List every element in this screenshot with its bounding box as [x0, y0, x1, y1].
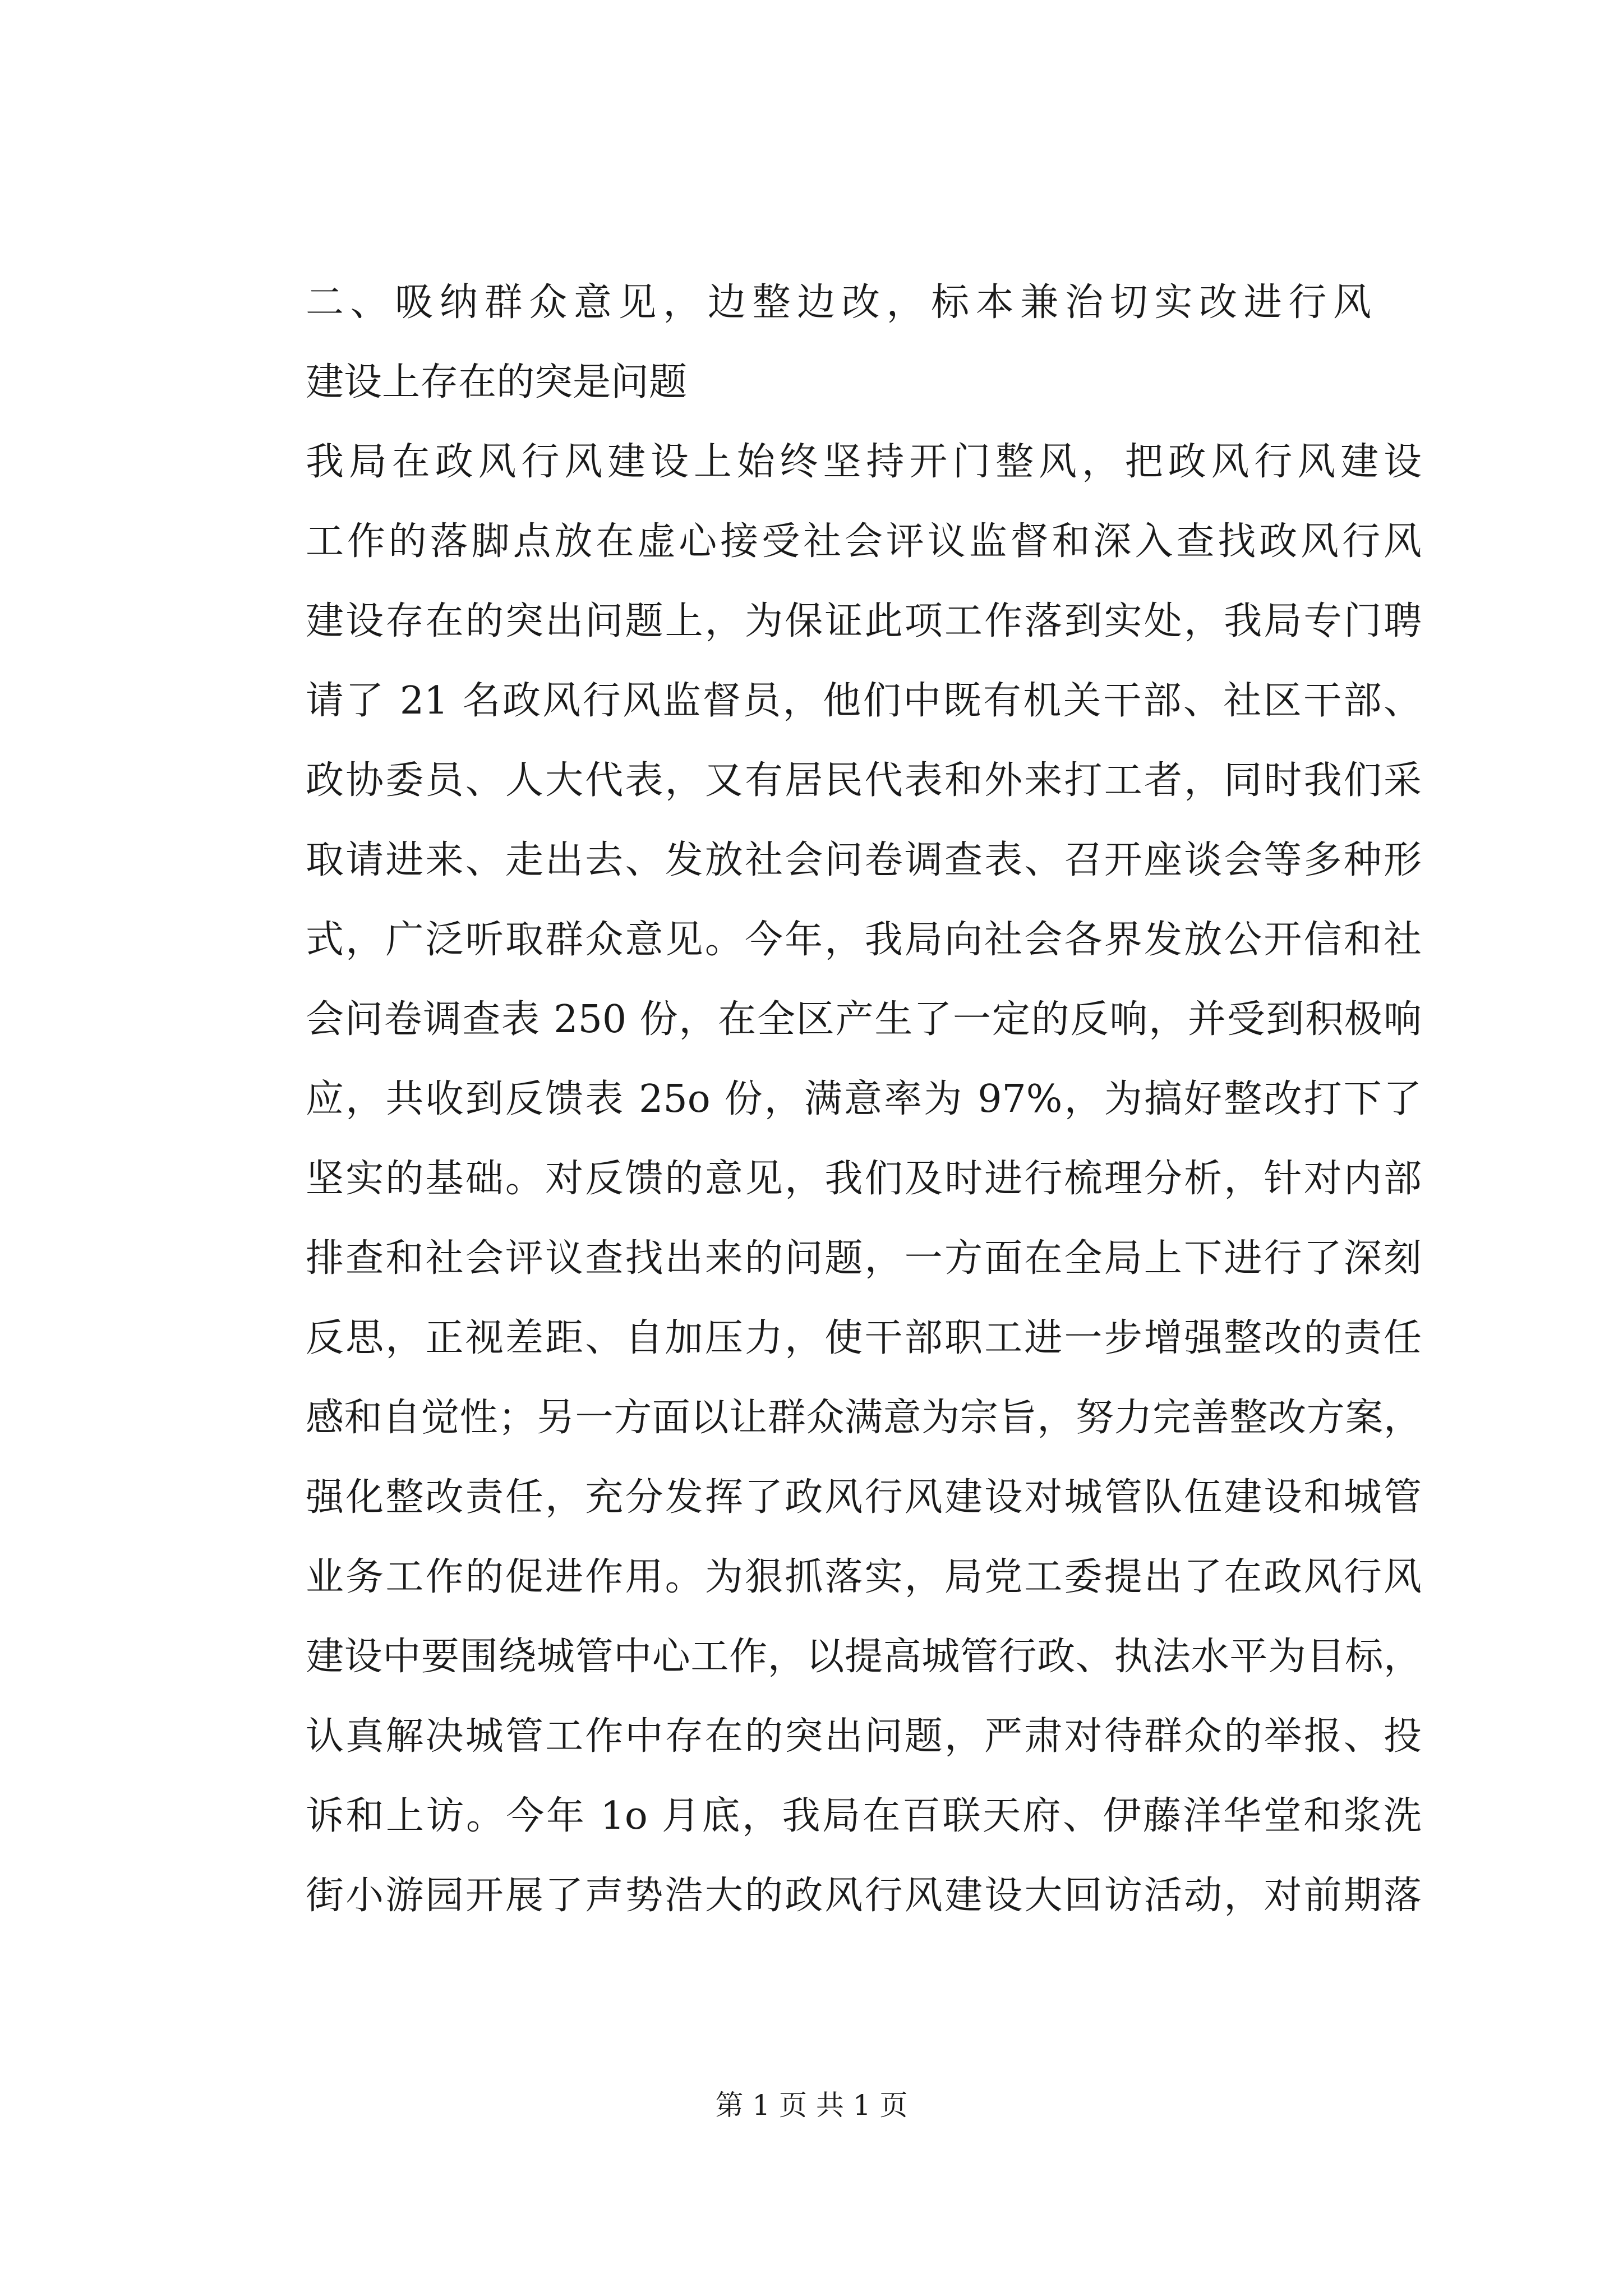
- paragraph-line: 式，广泛听取群众意见。今年，我局向社会各界发放公开信和社: [306, 918, 1422, 962]
- paragraph-line: 街小游园开展了声势浩大的政风行风建设大回访活动，对前期落: [306, 1874, 1422, 1918]
- paragraph-line: 我局在政风行风建设上始终坚持开门整风，把政风行风建设: [306, 440, 1422, 484]
- paragraph-line: 会问卷调查表 250 份，在全区产生了一定的反响，并受到积极响: [306, 997, 1422, 1042]
- paragraph-line: 请了 21 名政风行风监督员，他们中既有机关干部、社区干部、: [306, 679, 1422, 723]
- page-number-footer: 第 1 页 共 1 页: [715, 2089, 908, 2122]
- section-heading-line-1: [306, 275, 1371, 331]
- paragraph-line: 反思，正视差距、自加压力，使干部职工进一步增强整改的责任: [306, 1316, 1422, 1360]
- paragraph-line: 认真解决城管工作中存在的突出问题，严肃对待群众的举报、投: [306, 1714, 1422, 1759]
- section-heading-line-2: [306, 355, 1371, 411]
- paragraph-line: 强化整改责任，充分发挥了政风行风建设对城管队伍建设和城管: [306, 1475, 1422, 1520]
- paragraph-line: 建设中要围绕城管中心工作，以提高城管行政、执法水平为目标，: [306, 1635, 1422, 1679]
- paragraph-line: 政协委员、人大代表，又有居民代表和外来打工者，同时我们采: [306, 758, 1422, 803]
- paragraph-line: 排查和社会评议查找出来的问题，一方面在全局上下进行了深刻: [306, 1236, 1422, 1281]
- paragraph-line: 业务工作的促进作用。为狠抓落实，局党工委提出了在政风行风: [306, 1555, 1422, 1599]
- paragraph-line: 取请进来、走出去、发放社会问卷调查表、召开座谈会等多种形: [306, 838, 1422, 882]
- paragraph-line: 应，共收到反馈表 25o 份，满意率为 97%，为搞好整改打下了: [306, 1077, 1422, 1121]
- paragraph-line: 建设存在的突出问题上，为保证此项工作落到实处，我局专门聘: [306, 599, 1422, 643]
- paragraph-line: 工作的落脚点放在虚心接受社会评议监督和深入查找政风行风: [306, 519, 1422, 564]
- section-heading-text-1: 二、吸纳群众意见，边整边改，标本兼治切实改进行风: [306, 280, 1371, 325]
- paragraph-line: 诉和上访。今年 1o 月底，我局在百联天府、伊藤洋华堂和浆洗: [306, 1794, 1422, 1838]
- paragraph-line: 感和自觉性；另一方面以让群众满意为宗旨，努力完善整改方案，: [306, 1396, 1422, 1440]
- section-heading-text-2: 建设上存在的突是问题: [306, 360, 688, 404]
- paragraph-line: 坚实的基础。对反馈的意见，我们及时进行梳理分析，针对内部: [306, 1157, 1422, 1201]
